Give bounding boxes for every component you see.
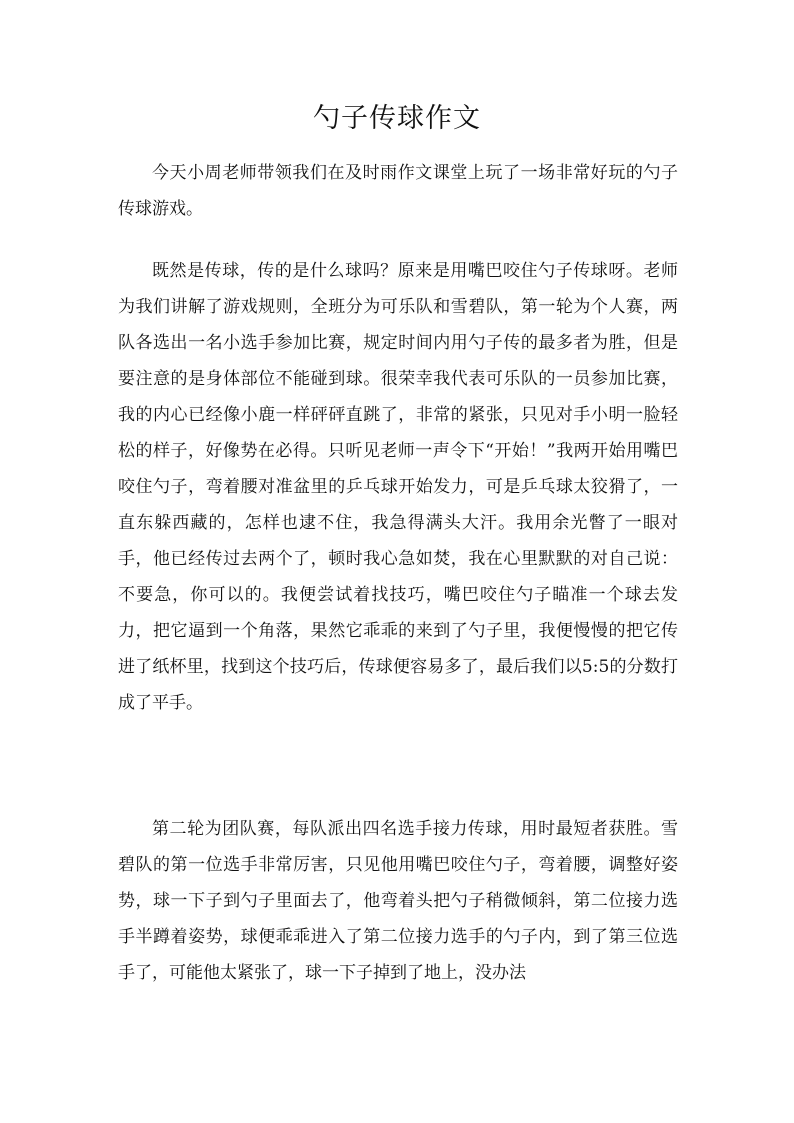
document-title: 勺子传球作文	[313, 103, 481, 134]
paragraph-intro: 今天小周老师带领我们在及时雨作文课堂上玩了一场非常好玩的勺子传球游戏。	[118, 163, 678, 219]
paragraph-individual-round: 既然是传球，传的是什么球吗？原来是用嘴巴咬住勺子传球呀。老师为我们讲解了游戏规则，全班分为可乐队和雪碧队，第一轮为个人赛，两队各选出一名小选手参加比赛，规定时间内用勺子传的最多者为胜，但是要注意的是身体部位不能碰到球。很荣幸我代表可乐队的一员参加比赛，我的内心已经像小鹿一样砰砰直跳了，非常的紧张，只见对手小明一脸轻松的样子，好像势在必得。只听见老师一声令下“开始！”我两开始用嘴巴咬住勺子，弯着腰对准盆里的乒乓球开始发力，可是乒乓球太狡猾了，一直东躲西藏的，怎样也逮不住，我急得满头大汗。我用余光瞥了一眼对手，他已经传过去两个了，顿时我心急如焚，我在心里默默的对自己说：不要急，你可以的。我便尝试着找技巧，嘴巴咬住勺子瞄准一个球去发力，把它逼到一个角落，果然它乖乖的来到了勺子里，我便慢慢的把它传进了纸杯里，找到这个技巧后，传球便容易多了，最后我们以5:5的分数打成了平手。	[118, 261, 678, 713]
paragraph-team-round: 第二轮为团队赛，每队派出四名选手接力传球，用时最短者获胜。雪碧队的第一位选手非常厉害，只见他用嘴巴咬住勺子，弯着腰，调整好姿势，球一下子到勺子里面去了，他弯着头把勺子稍微倾斜，第二位接力选手半蹲着姿势，球便乖乖进入了第二位接力选手的勺子内，到了第三位选手了，可能他太紧张了，球一下子掉到了地上，没办法	[118, 819, 678, 983]
